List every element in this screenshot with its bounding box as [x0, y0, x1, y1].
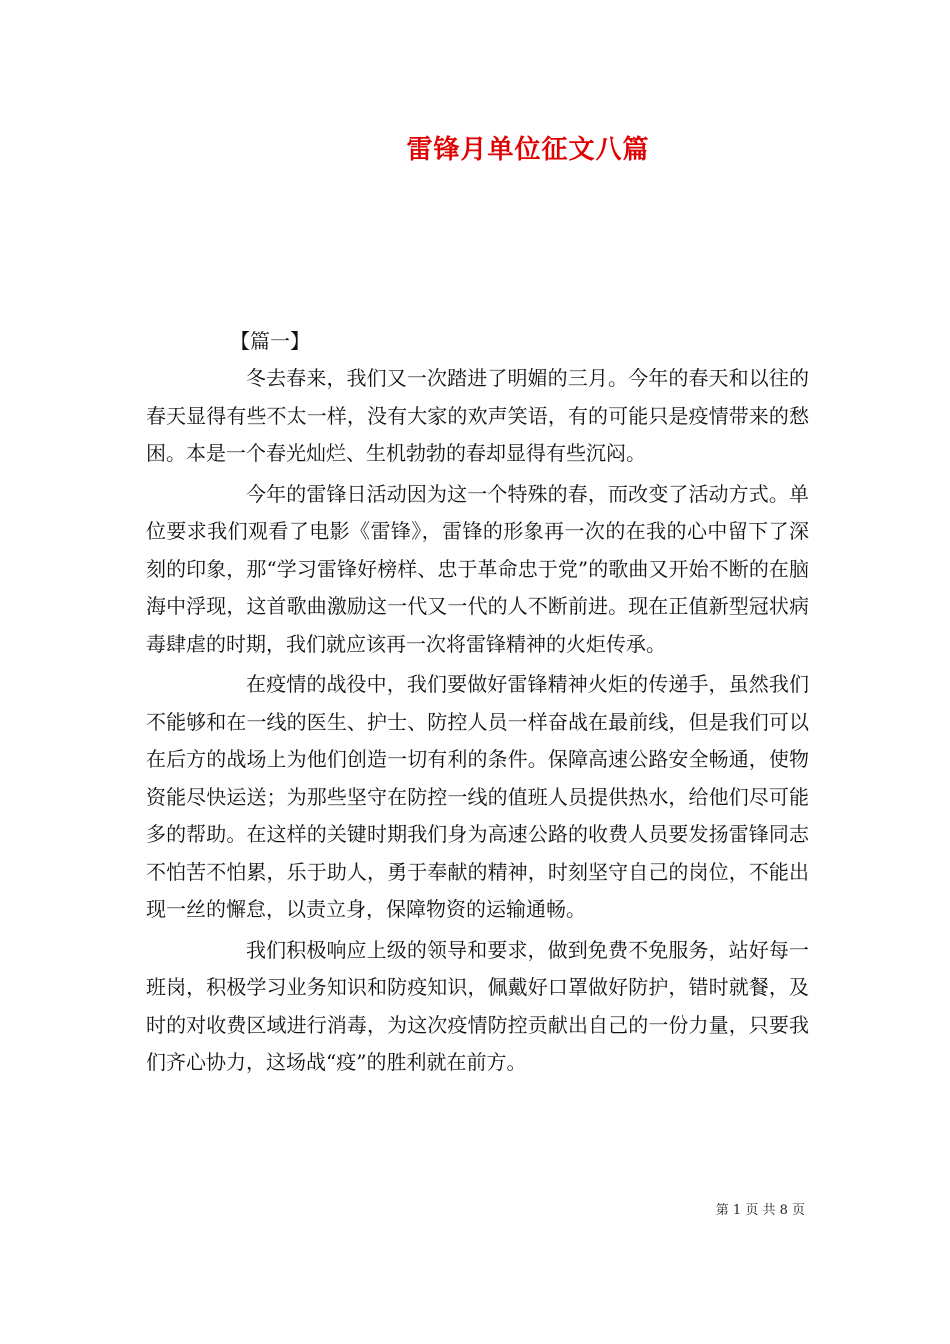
- page-number-footer: 第 1 页 共 8 页: [715, 1203, 805, 1218]
- document-title: 雷锋月单位征文八篇: [406, 135, 650, 165]
- paragraph-2: 今年的雷锋日活动因为这一个特殊的春，而改变了活动方式。单位要求我们观看了电影《雷锋》，雷锋的形象再一次的在我的心中留下了深刻的印象，那“学习雷锋好榜样、忠于革命忠于党”的歌曲又开始不断的在脑海中浮现，这首歌曲激励这一代又一代的人不断前进。现在正值新型冠状病毒肆虐的时期，我们就应该再一次将雷锋精神的火炬传承。: [146, 481, 809, 656]
- paragraph-1: 冬去春来，我们又一次踏进了明媚的三月。今年的春天和以往的春天显得有些不太一样，没有大家的欢声笑语，有的可能只是疫情带来的愁困。本是一个春光灿烂、生机勃勃的春却显得有些沉闷。: [146, 366, 809, 465]
- body-text: [146, 360, 809, 1085]
- paragraph-3: 在疫情的战役中，我们要做好雷锋精神火炬的传递手，虽然我们不能够和在一线的医生、护士、防控人员一样奋战在最前线，但是我们可以在后方的战场上为他们创造一切有利的条件。保障高速公路安全畅通，使物资能尽快运送；为那些坚守在防控一线的值班人员提供热水，给他们尽可能多的帮助。在这样的关键时期我们身为高速公路的收费人员要发扬雷锋同志不怕苦不怕累，乐于助人，勇于奉献的精神，时刻坚守自己的岗位，不能出现一丝的懈怠，以责立身，保障物资的运输通畅。: [146, 672, 809, 921]
- section-label: 【篇一】: [230, 329, 310, 353]
- paragraph-4: 我们积极响应上级的领导和要求，做到免费不免服务，站好每一班岗，积极学习业务知识和防疫知识，佩戴好口罩做好防护，错时就餐，及时的对收费区域进行消毒，为这次疫情防控贡献出自己的一份力量，只要我们齐心协力，这场战“疫”的胜利就在前方。: [146, 937, 809, 1074]
